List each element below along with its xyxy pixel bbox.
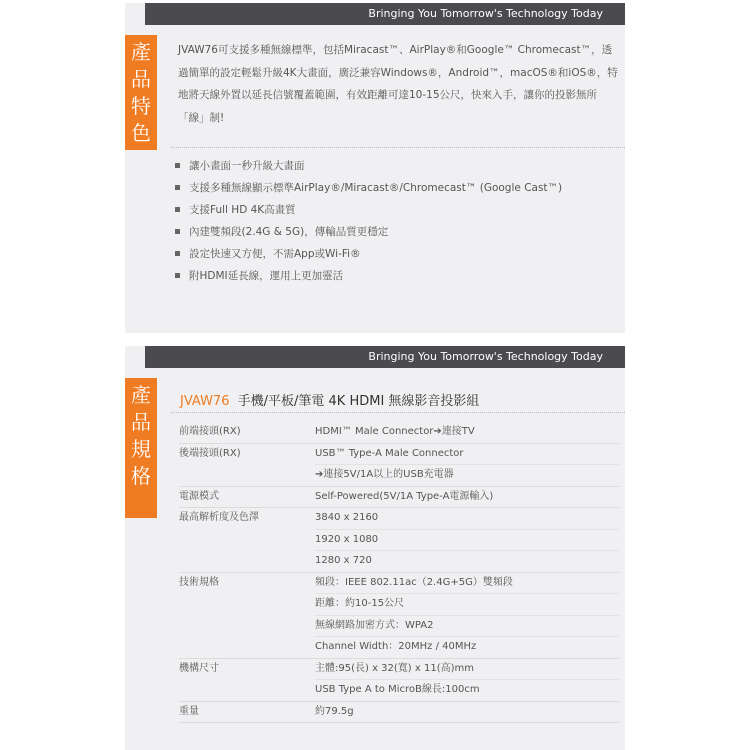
product-name: 手機/平板/筆電 4K HDMI 無線影音投影組 <box>237 394 480 409</box>
product-title <box>180 390 479 409</box>
spec-value: Self-Powered(5V/1A Type-A電源輸入) <box>315 490 494 502</box>
feature-item: 內建雙頻段(2.4G & 5G)，傳輸品質更穩定 <box>175 221 562 243</box>
spec-values <box>315 702 619 723</box>
section-divider <box>171 412 625 413</box>
spec-value: 頻段：IEEE 802.11ac（2.4G+5G）雙頻段 <box>315 573 619 595</box>
spec-row <box>179 573 619 659</box>
spec-value: HDMI™ Male Connector➔連接TV <box>315 426 475 437</box>
spec-value: 3840 x 2160 <box>315 508 619 530</box>
spec-values <box>315 659 619 701</box>
spec-value: 主體:95(長) x 32(寬) x 11(高)mm <box>315 659 619 681</box>
spec-value: USB Type A to MicroB線長:100cm <box>315 684 480 695</box>
tag-char: 格 <box>131 464 151 488</box>
feature-item: 支援Full HD 4K高畫質 <box>175 199 562 221</box>
specs-banner: Bringing You Tomorrow's Technology Today <box>145 346 625 368</box>
spec-value: 距離：約10-15公尺 <box>315 594 619 616</box>
spec-row <box>179 422 619 444</box>
specs-panel <box>125 346 625 750</box>
spec-value: 無線網路加密方式：WPA2 <box>315 616 619 638</box>
spec-value: 約79.5g <box>315 705 354 717</box>
tag-char: 產 <box>131 383 151 407</box>
spec-values <box>315 573 619 658</box>
spec-label: 後端接頭(RX) <box>179 447 241 459</box>
spec-label: 機構尺寸 <box>179 662 219 674</box>
feature-item: 附HDMI延長線，運用上更加靈活 <box>175 265 562 287</box>
features-panel <box>125 3 625 333</box>
spec-label: 最高解析度及色澤 <box>179 512 259 523</box>
spec-row <box>179 508 619 573</box>
tag-char: 品 <box>131 410 151 434</box>
spec-label: 電源模式 <box>179 490 219 502</box>
tag-char: 色 <box>131 121 151 145</box>
spec-values <box>315 422 619 443</box>
spec-value: 1920 x 1080 <box>315 530 619 552</box>
spec-row <box>179 487 619 509</box>
spec-label: 前端接頭(RX) <box>179 426 241 437</box>
features-intro: JVAW76可支援多種無線標準，包括Miracast™、AirPlay®和Google™ Chromecast™，透過簡單的設定輕鬆升級4K大畫面，廣泛兼容Windows®，Android™，macOS®和iOS®，特地將天線外置以延長信號覆蓋範圍，有效距離可達10-15公尺，快來入手，讓你的投影無所「線」制! <box>178 44 618 124</box>
spec-row <box>179 659 619 702</box>
feature-item: 支援多種無線顯示標準AirPlay®/Miracast®/Chromecast™ (Google Cast™) <box>175 177 562 199</box>
tag-char: 規 <box>131 437 151 461</box>
spec-label: 技術規格 <box>179 576 219 588</box>
tag-char: 產 <box>131 40 151 64</box>
spec-values <box>315 444 619 486</box>
features-banner: Bringing You Tomorrow's Technology Today <box>145 3 625 25</box>
spec-value: Channel Width：20MHz / 40MHz <box>315 641 477 652</box>
spec-value: ➔連接5V/1A以上的USB充電器 <box>315 469 454 480</box>
feature-item: 設定快速又方便，不需App或Wi-Fi® <box>175 243 562 265</box>
spec-values <box>315 487 619 508</box>
tag-char: 品 <box>131 67 151 91</box>
features-tag <box>125 35 157 150</box>
spec-table <box>179 422 619 723</box>
feature-item: 讓小畫面一秒升級大畫面 <box>175 155 562 177</box>
spec-row <box>179 702 619 724</box>
specs-tag <box>125 378 157 518</box>
section-divider <box>171 147 625 148</box>
spec-row <box>179 444 619 487</box>
spec-value: 1280 x 720 <box>315 555 372 566</box>
tag-char: 特 <box>131 94 151 118</box>
model-number: JVAW76 <box>180 394 230 409</box>
feature-list <box>175 155 562 287</box>
spec-values <box>315 508 619 572</box>
spec-label: 重量 <box>179 705 199 717</box>
spec-value: USB™ Type-A Male Connector <box>315 444 619 466</box>
